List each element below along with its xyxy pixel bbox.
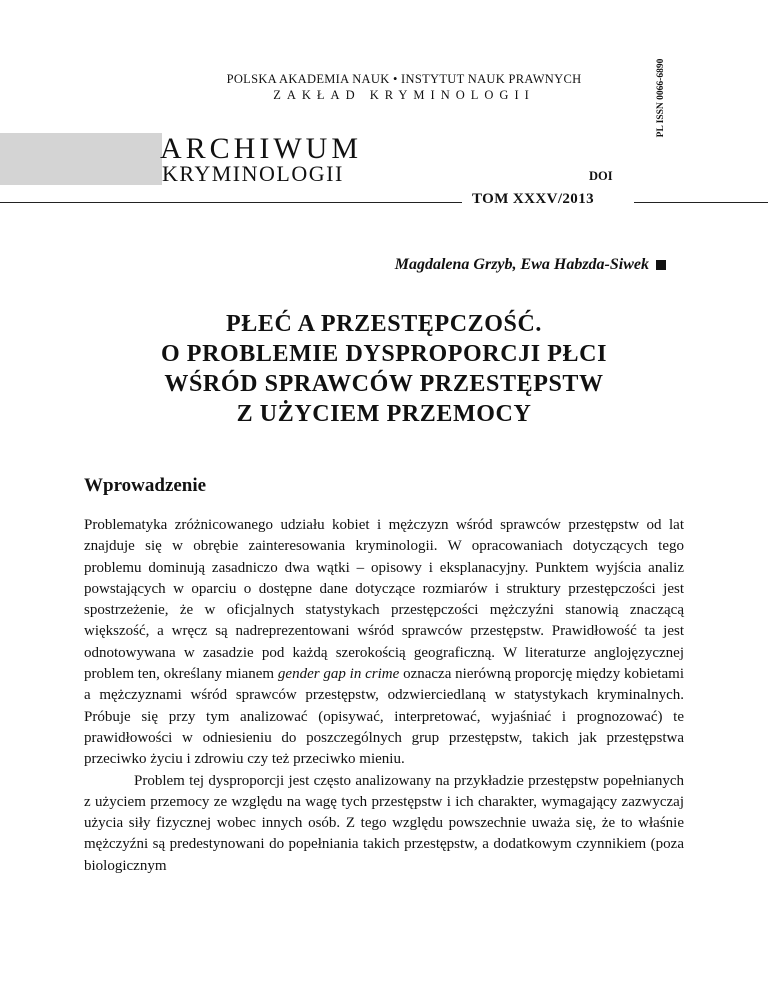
title-line: Z UŻYCIEM PRZEMOCY xyxy=(236,401,532,427)
institution-name: POLSKA AKADEMIA NAUK • INSTYTUT NAUK PRAWNYCH xyxy=(226,72,582,86)
department-name: ZAKŁAD KRYMINOLOGII xyxy=(273,88,535,102)
article-body xyxy=(84,515,684,877)
article-title xyxy=(84,309,684,429)
title-line: PŁEĆ A PRZESTĘPCZOŚĆ. xyxy=(225,311,542,337)
paragraph-1-text-b: oznacza nierówną proporcję między kobietami a mężczyznami wśród sprawców przestępstw, odzwierciedlaną w statystykach kryminalnych. Próbuje się przy tym analizować (opisywać, interpretować, wyjaśniać i prognozować) te prawidłowości w odniesieniu do poszczególnych grup przestępstw, takich jak przestępstwa przeciwko życiu i zdrowiu czy też przeciwko mieniu. xyxy=(84,666,684,768)
doi-label: DOI xyxy=(589,169,613,183)
section-heading: Wprowadzenie xyxy=(84,475,207,496)
header-rule-right xyxy=(634,202,768,203)
issn-text: PL ISSN 0066-6890 xyxy=(656,58,666,138)
volume-label: TOM XXXV/2013 xyxy=(472,191,595,207)
header-rule-left xyxy=(0,202,462,203)
authors-text: Magdalena Grzyb, Ewa Habzda-Siwek xyxy=(394,256,649,273)
journal-title-line2: KRYMINOLOGII xyxy=(162,161,344,186)
article-authors xyxy=(395,256,666,274)
title-line: WŚRÓD SPRAWCÓW PRZESTĘPSTW xyxy=(164,371,604,397)
paragraph-1 xyxy=(84,515,684,771)
journal-title-line1: ARCHIWUM xyxy=(160,132,362,165)
title-line: O PROBLEMIE DYSPROPORCJI PŁCI xyxy=(160,341,608,367)
paragraph-2: Problem tej dysproporcji jest często analizowany na przykładzie przestępstw popełnianych z użyciem przemocy ze względu na wagę tych przestępstw i ich charakter, wymagający zazwyczaj użycia siły fizycznej wobec innych osób. Z tego względu powszechnie uważa się, że to właśnie mężczyźni są predestynowani do popełniania takich przestępstw, a dodatkowym czynnikiem (poza biologicznym xyxy=(84,772,684,874)
journal-gray-bar xyxy=(0,133,162,185)
paragraph-1-term: gender gap in crime xyxy=(277,666,400,683)
square-bullet-icon xyxy=(656,260,666,270)
paragraph-1-text-a: Problematyka zróżnicowanego udziału kobiet i mężczyzn wśród sprawców przestępstw od lat znajduje się w obrębie zainteresowania kryminologii. W opracowaniach dotyczących tego problemu dominują zasadniczo dwa wątki – opisowy i eksplanacyjny. Punktem wyjścia analiz powstających w oparciu o dostępne dane dotyczące rozmiarów i struktury przestępczości jest spostrzeżenie, że w oficjalnych statystykach przestępczości mężczyźni stanowią znaczącą większość, a wręcz są nadreprezentowani wśród sprawców przestępstw. Prawidłowość ta jest odnotowywana w zasadzie pod każdą szerokością geograficzną. W literaturze anglojęzycznej problem ten, określany mianem xyxy=(84,517,684,683)
issn-label xyxy=(656,42,672,154)
